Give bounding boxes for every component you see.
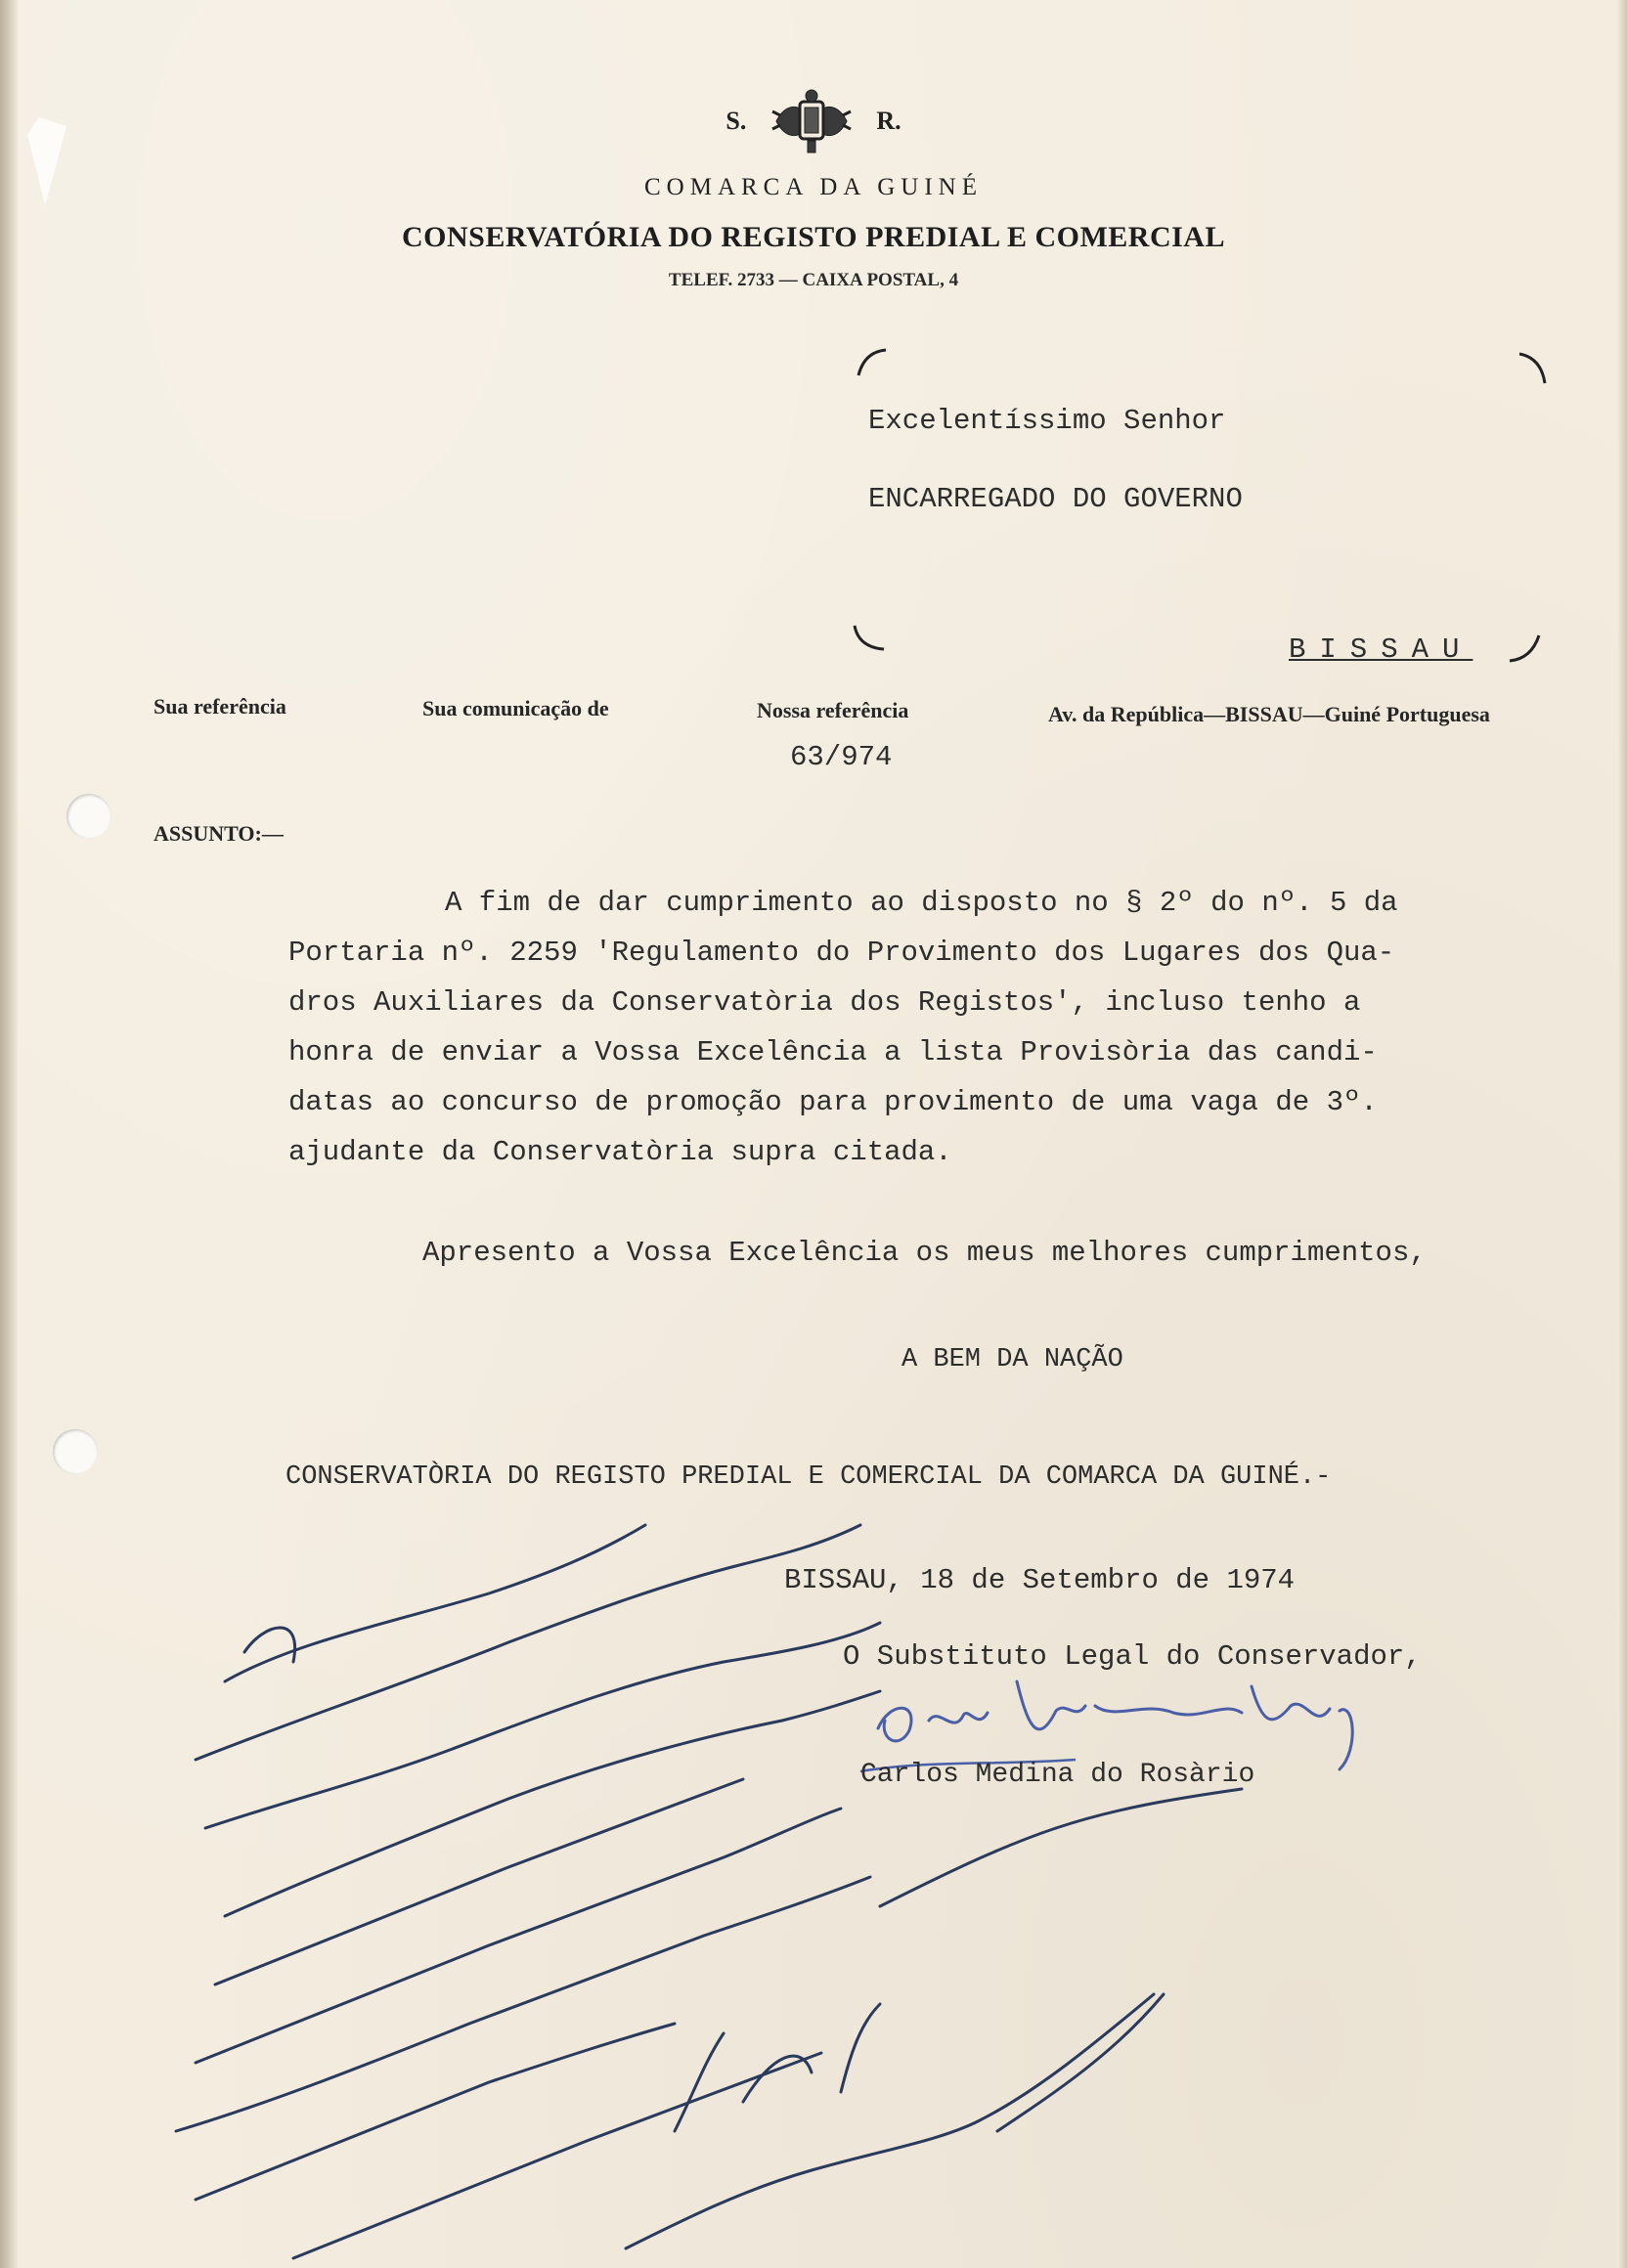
body-line: ajudante da Conservatòria supra citada.	[288, 1136, 952, 1168]
our-reference-value: 63/974	[790, 741, 893, 773]
signatory-name: Carlos Medina do Rosàrio	[860, 1760, 1255, 1790]
body-line: honra de enviar a Vossa Excelência a lista Provisòria das candi-	[288, 1036, 1378, 1069]
motto: A BEM DA NAÇÃO	[901, 1345, 1123, 1374]
letterhead-office: CONSERVATÓRIA DO REGISTO PREDIAL E COMERCIAL	[402, 221, 1225, 253]
letterhead-comarca: COMARCA DA GUINÉ	[643, 174, 984, 200]
body-line: datas ao concurso de promoção para provimento de uma vaga de 3º.	[288, 1086, 1378, 1118]
body-line: dros Auxiliares da Conservatòria dos Registos', incluso tenho a	[288, 986, 1361, 1019]
closing-sentence: Apresento a Vossa Excelência os meus melhores cumprimentos,	[422, 1237, 1427, 1269]
signatory-role: O Substituto Legal do Conservador,	[843, 1640, 1422, 1673]
your-reference-label: Sua referência	[154, 694, 286, 719]
body-line: Portaria nº. 2259 'Regulamento do Provimento dos Lugares dos Qua-	[288, 937, 1395, 969]
your-communication-label: Sua comunicação de	[422, 696, 609, 720]
footer-office-line: CONSERVATÒRIA DO REGISTO PREDIAL E COMERCIAL DA COMARCA DA GUINÉ.-	[286, 1462, 1332, 1492]
recipient-city: BISSAU	[1289, 633, 1473, 666]
subject-label: ASSUNTO:—	[154, 821, 284, 846]
body-line: A fim de dar cumprimento ao disposto no § 2º do nº. 5 da	[445, 887, 1398, 919]
letterhead-right-initial: R.	[876, 107, 901, 135]
letterhead-left-initial: S.	[726, 107, 747, 135]
office-address: Av. da República—BISSAU—Guiné Portuguesa	[1048, 702, 1490, 726]
recipient-salutation: Excelentíssimo Senhor	[868, 405, 1226, 437]
our-reference-label: Nossa referência	[757, 698, 909, 722]
letterhead-contact: TELEF. 2733 — CAIXA POSTAL, 4	[668, 270, 959, 290]
recipient-title: ENCARREGADO DO GOVERNO	[868, 483, 1243, 515]
date-line: BISSAU, 18 de Setembro de 1974	[784, 1564, 1296, 1596]
